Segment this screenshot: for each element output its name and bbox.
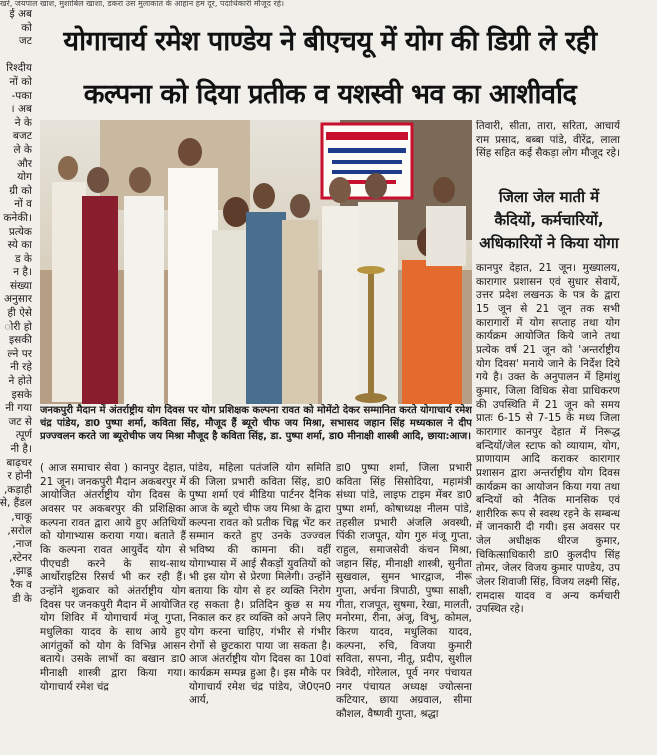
left-column-line: से, हैंडल — [0, 497, 32, 510]
photo-caption: जनकपुरी मैदान में अंतर्राष्ट्रीय योग दिवस पर योग प्रशिक्षक कल्पना रावत को मोमेंटो देकर सम्मानित करते योगाचार्य रमेश चंद्र पांडेय, डा0 पुष्पा शर्मा, कविता सिंह, मौजूद हैं ब्यूरो चीफ जय मिश्रा, सभासद जहान सिंह मध्यकाल ने दीप प्रज्ज्वलन करते जा ब्यूरोचीफ जय मिश्रा मौजूद है कविता सिंह, डा. पुष्पा शर्मा, डा0 मीनाक्षी शास्त्री आदि, छाया:आज। — [40, 405, 472, 442]
left-column-line: योग — [17, 171, 32, 184]
photo-illustration — [40, 120, 472, 404]
article-text-col1: ( आज समाचार सेवा ) कानपुर देहात, 21 जून। जनकपुरी मैदान अकबरपुर में आयोजित अंतर्राष्ट्रीय योग दिवस के अवसर पर अकबरपुर की प्रशिक्षिका कल्पना रावत द्वारा आये हुए अतिथियों को योगाभ्यास कराया गया। बताते हैं कि कल्पना रावत आयुर्वेद योग से पीएचडी करने के साथ-साथ आर्थोराइटिस रिसर्च भी कर रही हैं। उन्होंने शुक्रवार को अंतर्राष्ट्रीय योग दिवस पर जनकपुरी मैदान में आयोजित योग शिविर में योगाचार्य मंजू गुप्ता, मधुलिका यादव के साथ आये हुए आगंतुकों को योग के विभिन्न आसन बताये। उसके लाभों का बखान डा0 मीनाक्षी शास्त्री द्वारा किया गया। योगाचार्य रमेश चंद्र — [40, 462, 186, 693]
left-column-line: रैक व — [10, 578, 32, 591]
jail-yoga-subheading: जिला जेल माती में कैदियों, कर्मचारियों, अधिकारियों ने किया योगा — [479, 188, 619, 252]
left-column-line: इसके — [11, 388, 32, 401]
left-column-line: नी रहे — [10, 361, 32, 374]
left-column-line: नों को — [9, 75, 32, 88]
left-column-line: ोरी हो — [4, 320, 32, 333]
left-column-line: जट से — [8, 415, 32, 428]
left-column-line: इसकी — [8, 334, 32, 347]
left-column-line: झाडू, — [12, 565, 32, 578]
left-column-line: बाढ़चर — [6, 456, 32, 469]
left-column-line: ग्री को — [9, 184, 32, 197]
left-column-line: जट — [18, 35, 32, 48]
left-column-line: प्रत्येक — [8, 225, 32, 238]
left-column-line: ले के — [13, 143, 32, 156]
article-text-col3: डा0 पुष्पा शर्मा, जिला प्रभारी कविता सिंह सिसोदिया, महामंत्री संध्या पांडे, लाइफ टाइम मेंबर डा0 पुष्पा शर्मा, कोषाध्यक्ष नीलम पांडे, तहसील प्रभारी अंजलि अवस्थी, पिंकी राजपूत, योग गुरु मंजू गुप्ता, राहुल, समाजसेवी कंचन मिश्रा, जहान सिंह, मीनाक्षी शास्त्री, सुनीता सुखवाल, सुमन भारद्वाज, नीरू गुप्ता, अर्चना त्रिपाठी, पुष्पा साक्षी, गीता, राजपूत, सुषमा, रेखा, मालती, मनोरमा, रीना, अंजू, विभु, कोमल, किरण यादव, मधुलिका यादव, कल्पना, रुचि, विजया कुमारी सविता, सपना, नीतू, प्रदीप, सुशील त्रिवेदी, गोरेलाल, पूर्व नगर पंचायत नगर पंचायत अध्यक्ष ज्योत्सना कटियार, छाया अग्रवाल, सीमा कौशल, वैष्णवी गुप्ता, श्रद्धा — [336, 462, 472, 720]
left-column-line: कड़ाही, — [3, 483, 32, 496]
left-column-line: र होनी — [7, 470, 32, 483]
left-column-fragment — [0, 8, 32, 755]
left-column-line: न है। — [13, 266, 32, 279]
news-photo — [40, 120, 472, 404]
left-column-line — [0, 49, 32, 63]
left-column-line: नी है। — [10, 443, 32, 455]
left-column-line: ल्ने पर — [7, 347, 32, 360]
article-text-col2: पांडेय, महिला पतंजलि योग समिति की जिला प्रभारी कविता सिंह, डा0 पुष्पा शर्मा एवं मीडिया पार्टनर दैनिक आज के ब्यूरो चीफ जय मिश्रा के द्वारा कल्पना रावत को प्रतीक चिह्न भेंट कर सम्मान करते हुए उनके उज्ज्वल भविष्य की कामना की। वहीं योगाभ्यास में आई सैकड़ों युवतियों को भी इस योग से प्रेरणा मिलेगी। उन्होंने बताया कि योग से हर व्यक्ति निरोग रह सकता है। प्रतिदिन कुछ स मय निकाल कर हर व्यक्ति को अपने लिए योग करना चाहिए, गंभीर से गंभीर रोगों से छुटकारा पाया जा सकता है। आज अंतर्राष्ट्रीय योग दिवस का 10वां कार्यक्रम सम्पन्न हुआ है। इस मौके पर योगाचार्य रमेश चंद्र पांडेय, जे0एन0 आर्य, — [189, 462, 331, 707]
left-column-line: स्टेनर, — [9, 551, 32, 564]
left-column-line: रिश्दीय — [6, 62, 32, 75]
left-column-line: ड के — [14, 252, 32, 265]
article-column-1 — [40, 462, 186, 752]
left-column-line: कनेकी। — [3, 211, 32, 224]
left-column-line: सरोल, — [7, 524, 32, 537]
left-column-line: पका- — [11, 89, 32, 102]
left-column-line: नों व — [14, 198, 32, 211]
left-column-line: त्पूर्ण — [15, 429, 32, 442]
left-column-line: ही ऐसे — [7, 307, 32, 320]
article-column-2 — [189, 462, 331, 752]
left-column-line: । अब — [10, 103, 32, 116]
headline-line-2: कल्पना को दिया प्रतीक व यशस्वी भव का आशीर्वाद — [83, 79, 577, 110]
left-column-line: ने होते — [8, 375, 32, 388]
left-column-line: नाज, — [12, 538, 32, 551]
left-column-line: ई अब — [9, 8, 32, 20]
right-top-text: तिवारी, सीता, तारा, सरिता, आचार्य राम प्रसाद, बब्बा पांडे, वीरेंद्र, लाला सिंह सहित कई सैकड़ा लोग मौजूद रहे। — [476, 120, 620, 160]
left-column-line: डी के — [12, 592, 32, 605]
left-column-line: संख्या — [9, 279, 32, 292]
jail-yoga-article: कानपुर देहात, 21 जून। मुख्यालय, कारागार प्रशासन एवं सुधार सेवायें, उत्तर प्रदेश लखनऊ के पत्र के द्वारा 15 जून से 21 जून तक सभी कारागारों में योग सप्ताह तथा योग कार्यक्रम आयोजित किये जाने तथा प्रत्येक वर्ष 21 जून को 'अन्तर्राष्ट्रीय योग दिवस' मनाये जाने के निर्देश दिये गये है। उक्त के अनुपालन में हिमांशु कुमार, जिला विधिक सेवा प्राधिकरण की उपस्थिति में 21 जून को समय प्रातः 6-15 से 7-15 के मध्य जिला कारागार कानपुर देहात में निरूद्ध बन्दियों/जेल स्टाफ को व्यायाम, योग, प्राणायाम आदि कराकर कारागार प्रशासन द्वारा अन्तर्राष्ट्रीय योग दिवस कार्यक्रम का आयोजन किया गया तथा बन्दियों को नैतिक मानसिक एवं शारीरिक रूप से स्वस्थ रहने के सम्बन्ध में जानकारी दी गयी। इस अवसर पर जेल अधीक्षक धीरज कुमार, चिकित्साधिकारी डा0 कुलदीप सिंह तोमर, जेलर विजय कुमार पाण्डेय, उप जेलर शिवाजी सिंह, विजय लक्ष्मी सिंह, रामदास यादव व अन्य कर्मचारी उपस्थित रहे। — [476, 262, 620, 616]
top-strip-text: खरे, जयपाल खाश, मुशाबिल खाशा, डकरा उस मुलाकात के आहान हम दूर, पदाधिकारी मौजूद रहे। — [0, 0, 285, 8]
article-column-3 — [336, 462, 472, 752]
left-column-line: ने के — [14, 116, 32, 129]
left-column-line: अनुसार — [4, 293, 32, 306]
left-column-line: और — [16, 157, 32, 170]
left-column-line: नी गया — [5, 402, 32, 415]
left-column-line: बजट — [12, 130, 32, 143]
left-column-line: चाकू, — [11, 510, 32, 523]
left-column-line: स्ये का — [7, 239, 32, 252]
headline-line-1: योगाचार्य रमेश पाण्डेय ने बीएचयू में योग की डिग्री ले रही — [63, 26, 597, 57]
left-column-line: को — [21, 21, 32, 34]
